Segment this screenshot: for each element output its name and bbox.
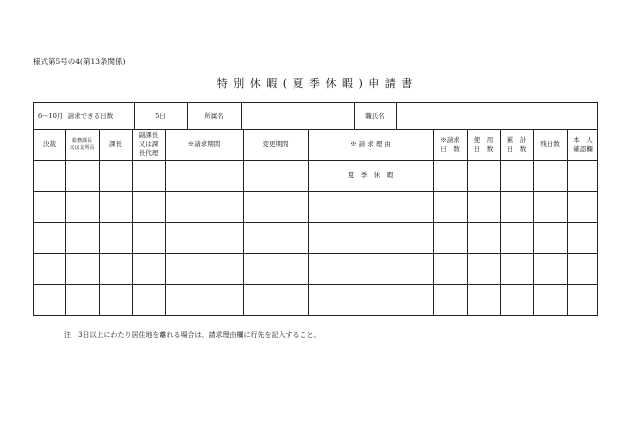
header-general-manager: 総務課長 又は支所長 bbox=[69, 138, 95, 151]
header-decision: 決裁 bbox=[43, 140, 56, 149]
form-number: 様式第5号の4(第13条関係) bbox=[33, 57, 126, 66]
row-divider bbox=[34, 284, 597, 285]
header-request-period: ※請求期間 bbox=[187, 140, 221, 149]
header-deputy: 副課長 又は課 長代理 bbox=[138, 131, 159, 157]
reason-entry: 夏 季 休 暇 bbox=[347, 171, 394, 180]
header-remaining-days: 残日数 bbox=[540, 140, 560, 149]
row-divider bbox=[34, 222, 597, 223]
row-divider bbox=[34, 191, 597, 192]
header-change-period: 変更期間 bbox=[262, 140, 289, 149]
header-confirmation: 本 人 確認欄 bbox=[573, 135, 593, 153]
row-divider bbox=[34, 253, 597, 254]
department-label: 所属名 bbox=[204, 111, 224, 120]
name-label: 職氏名 bbox=[365, 111, 385, 120]
header-total-days: 累 計 日 数 bbox=[506, 135, 527, 153]
name-field[interactable] bbox=[396, 103, 599, 129]
form-title: 特 別 休 暇 ( 夏 季 休 暇 ) 申 請 書 bbox=[216, 77, 414, 90]
application-table bbox=[33, 102, 598, 316]
requestable-days-value: 5日 bbox=[155, 111, 166, 120]
period-label: 6〜10月 bbox=[38, 111, 64, 120]
header-request-days: ※請求 日 数 bbox=[440, 135, 460, 153]
period-cell bbox=[34, 103, 134, 129]
department-field[interactable] bbox=[241, 103, 354, 129]
header-section-chief: 課長 bbox=[109, 140, 122, 149]
footnote: 注 3日以上にわたり居住地を離れる場合は、請求理由欄に行先を記入すること。 bbox=[64, 331, 321, 339]
header-used-days: 使 用 日 数 bbox=[473, 135, 494, 153]
header-request-reason: ※ 請 求 理 由 bbox=[350, 140, 391, 149]
requestable-days-label: 請求できる日数 bbox=[67, 111, 114, 120]
